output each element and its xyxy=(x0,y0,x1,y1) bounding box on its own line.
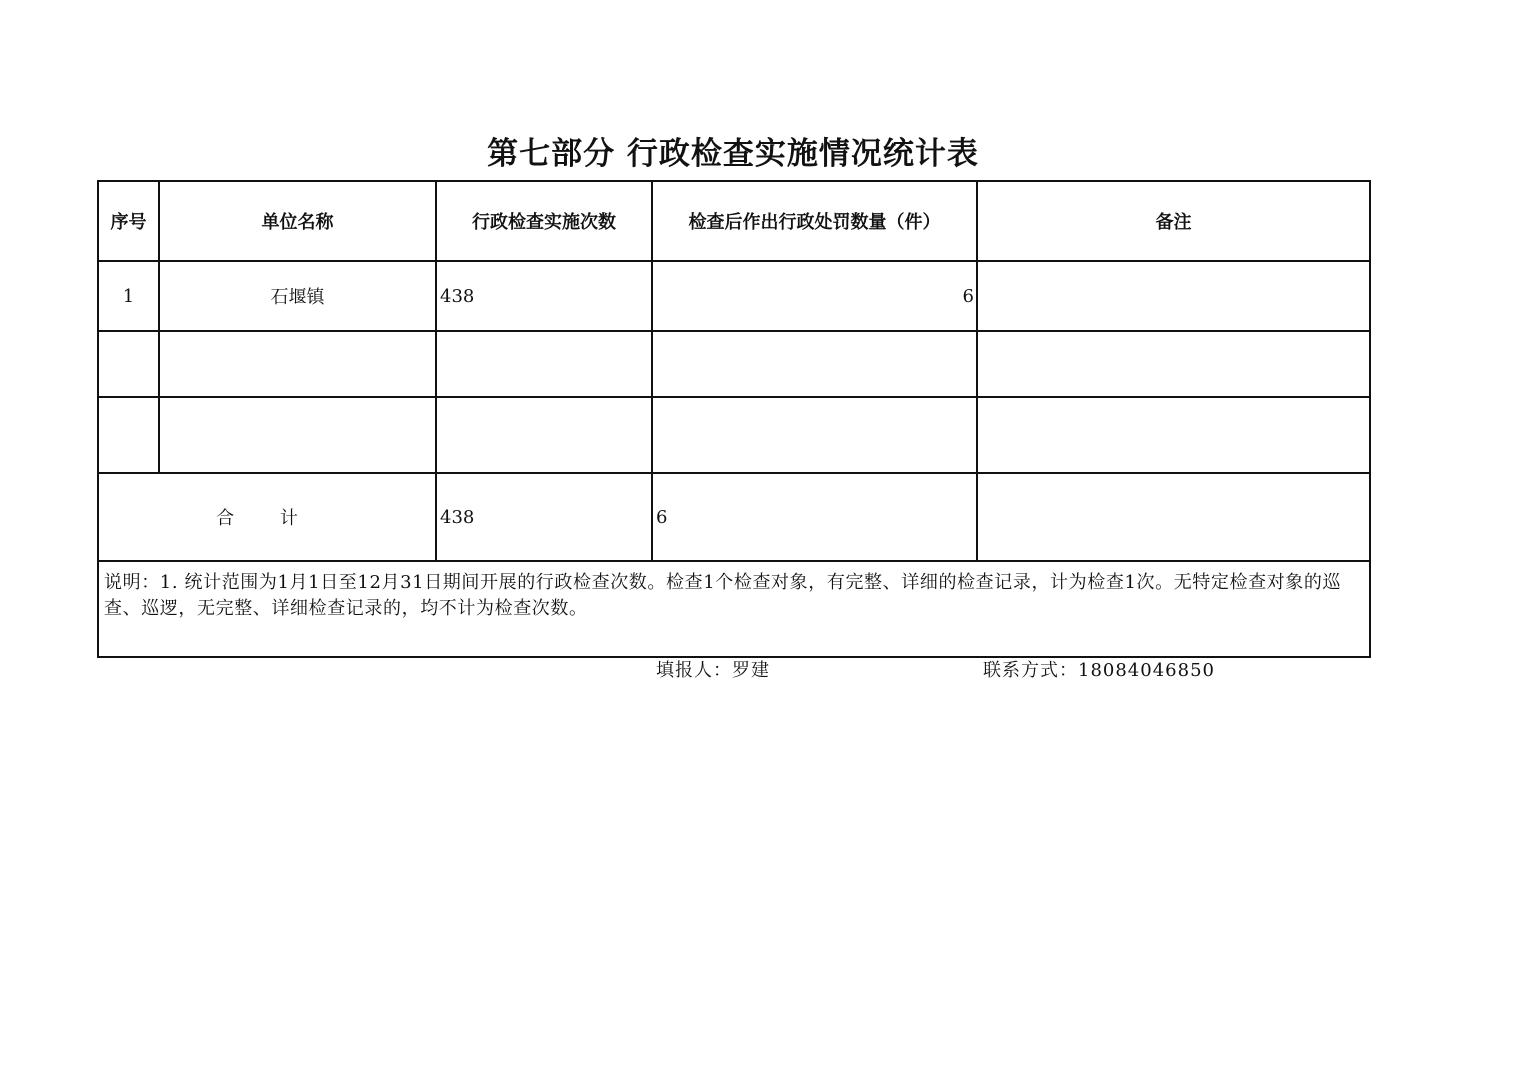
table-header-row xyxy=(98,181,1370,261)
contact-value: 18084046850 xyxy=(1078,660,1215,681)
header-unit-name: 单位名称 xyxy=(159,181,436,261)
total-remark xyxy=(977,473,1370,561)
cell-unit-name xyxy=(159,397,436,473)
cell-unit-name: 石堰镇 xyxy=(159,261,436,331)
table-row xyxy=(98,261,1370,331)
cell-unit-name xyxy=(159,331,436,397)
cell-remark xyxy=(977,397,1370,473)
header-remark: 备注 xyxy=(977,181,1370,261)
total-label xyxy=(98,473,436,561)
cell-penalty-count: 6 xyxy=(652,261,977,331)
cell-penalty-count xyxy=(652,331,977,397)
note-row xyxy=(98,561,1370,657)
cell-seq xyxy=(98,331,159,397)
filler-info xyxy=(656,656,770,682)
cell-remark xyxy=(977,331,1370,397)
cell-seq: 1 xyxy=(98,261,159,331)
page-title: 第七部分 行政检查实施情况统计表 xyxy=(487,136,979,172)
contact-info xyxy=(983,656,1215,682)
header-seq: 序号 xyxy=(98,181,159,261)
table-row xyxy=(98,397,1370,473)
total-penalty-count: 6 xyxy=(652,473,977,561)
cell-inspection-count: 438 xyxy=(436,261,652,331)
note-text: 说明：1. 统计范围为1月1日至12月31日期间开展的行政检查次数。检查1个检查对象，有完整、详细的检查记录，计为检查1次。无特定检查对象的巡查、巡逻，无完整、详细检查记录的，均不计为检查次数。 xyxy=(98,561,1370,657)
filler-label: 填报人： xyxy=(656,660,732,681)
header-inspection-count: 行政检查实施次数 xyxy=(436,181,652,261)
contact-label: 联系方式： xyxy=(983,660,1078,681)
table-row xyxy=(98,331,1370,397)
filler-name: 罗建 xyxy=(732,660,770,681)
total-label-text: 合 计 xyxy=(216,508,318,529)
cell-seq xyxy=(98,397,159,473)
cell-penalty-count xyxy=(652,397,977,473)
total-row xyxy=(98,473,1370,561)
total-inspection-count: 438 xyxy=(436,473,652,561)
cell-inspection-count xyxy=(436,397,652,473)
cell-inspection-count xyxy=(436,331,652,397)
cell-remark xyxy=(977,261,1370,331)
inspection-stats-table xyxy=(97,180,1371,658)
header-penalty-count: 检查后作出行政处罚数量（件） xyxy=(652,181,977,261)
